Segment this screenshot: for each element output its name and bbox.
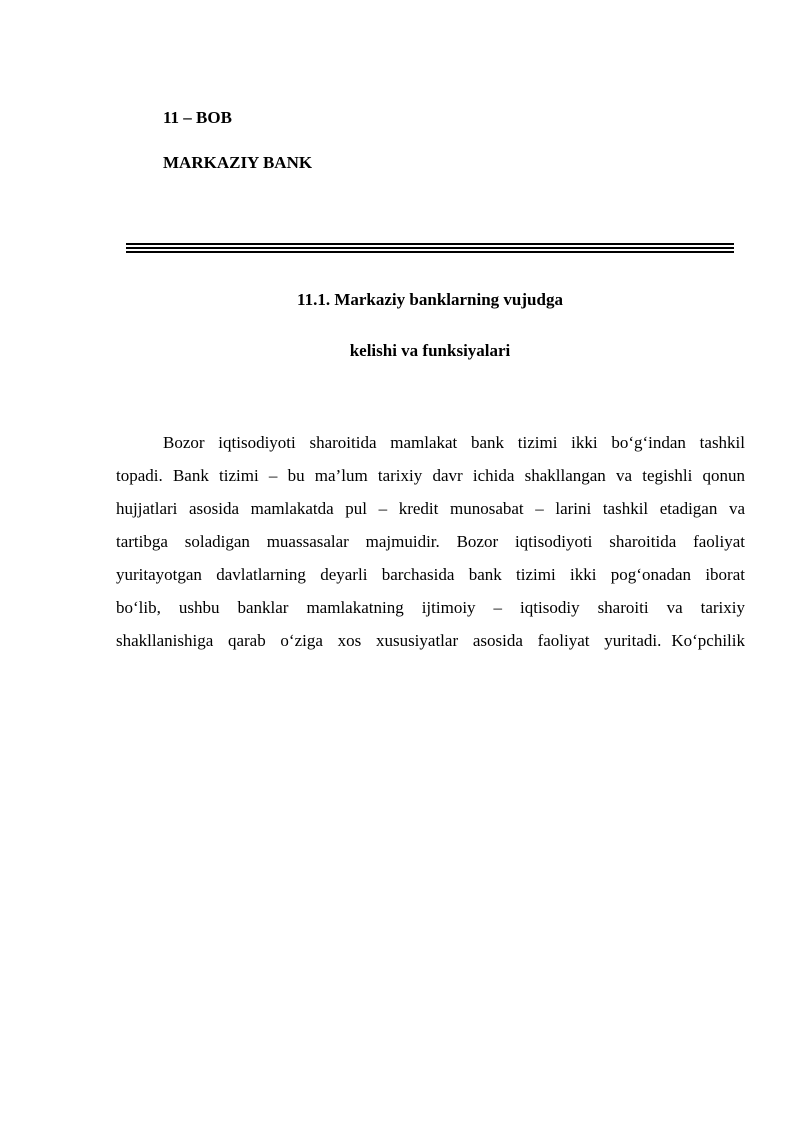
triple-divider-rule (126, 243, 734, 254)
paragraph-line-continuation: Ko‘pchilik (671, 631, 745, 650)
paragraph-line: hujjatlari asosida mamlakatda pul – kredit munosabat – larini tashkil etadigan va (116, 499, 745, 518)
divider-line (126, 243, 734, 245)
paragraph-line-last (116, 624, 745, 657)
paragraph-line: tartibga soladigan muassasalar majmuidir. Bozor iqtisodiyoti sharoitida faoliyat (116, 532, 745, 551)
divider-line (126, 247, 734, 249)
paragraph-line: yuritayotgan davlatlarning deyarli barchasida bank tizimi ikki pog‘onadan iborat (116, 565, 745, 584)
divider-line (126, 251, 734, 253)
paragraph-line: topadi. Bank tizimi – bu ma’lum tarixiy davr ichida shakllangan va tegishli qonun (116, 466, 745, 485)
section-title-line-1: 11.1. Markaziy banklarning vujudga (297, 290, 563, 309)
chapter-number: 11 – BOB (163, 108, 232, 127)
body-paragraph (116, 426, 745, 657)
paragraph-line: Bozor iqtisodiyoti sharoitida mamlakat bank tizimi ikki bo‘g‘indan tashkil (163, 433, 745, 452)
section-title-line-2: kelishi va funksiyalari (349, 341, 511, 360)
chapter-title: MARKAZIY BANK (163, 153, 313, 172)
paragraph-line: bo‘lib, ushbu banklar mamlakatning ijtimoiy – iqtisodiy sharoiti va tarixiy (116, 598, 745, 617)
paragraph-line-text: shakllanishiga qarab o‘ziga xos xususiyatlar asosida faoliyat yuritadi. (116, 631, 662, 650)
